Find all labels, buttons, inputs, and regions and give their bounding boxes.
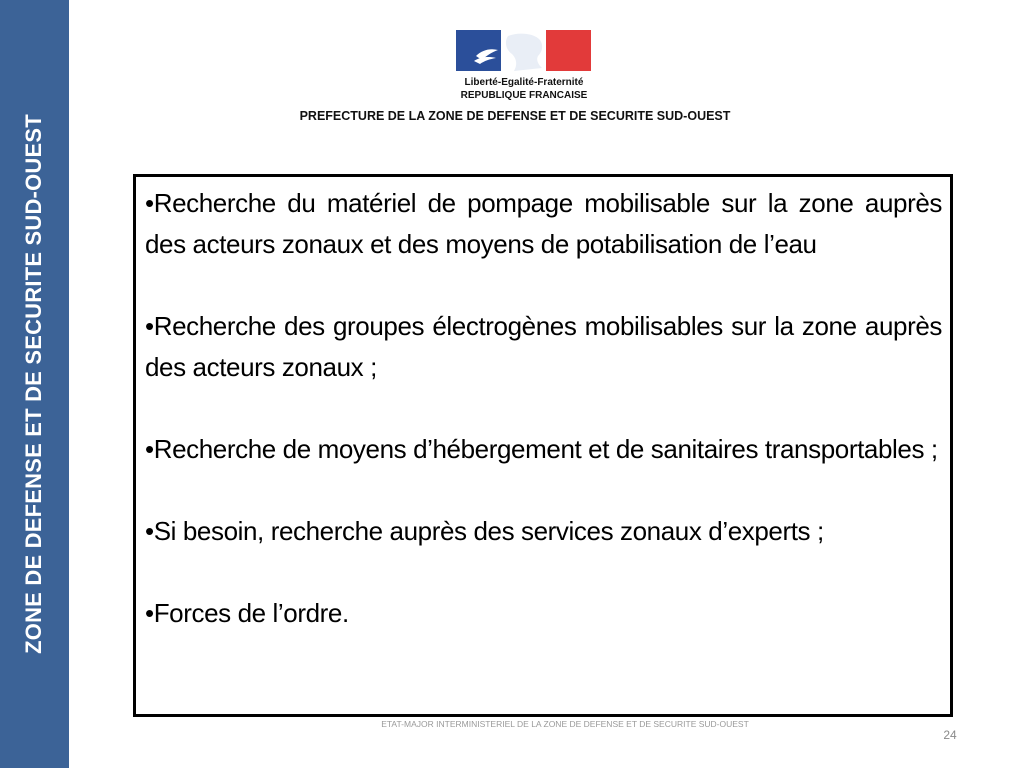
motto-text: Liberté-Egalité-Fraternité [464,77,584,88]
content-box [133,174,953,717]
side-title: ZONE DE DEFENSE ET DE SECURITE SUD-OUEST [21,114,46,654]
page-number: 24 [943,728,957,742]
bullet-item: •Recherche du matériel de pompage mobilisable sur la zone auprès des acteurs zonaux et des moyens de potabilisation de l’eau [145,188,942,259]
bullet-item: •Forces de l’ordre. [145,598,349,628]
republic-text: REPUBLIQUE FRANCAISE [460,90,588,101]
marianne-logo-icon [456,30,591,71]
bullet-item: •Recherche de moyens d’hébergement et de sanitaires transportables ; [145,434,938,464]
side-band [0,0,69,768]
prefecture-title: PREFECTURE DE LA ZONE DE DEFENSE ET DE SECURITE SUD-OUEST [299,109,731,123]
footer-text: ETAT-MAJOR INTERMINISTERIEL DE LA ZONE DE DEFENSE ET DE SECURITE SUD-OUEST [381,719,749,729]
bullet-item: •Recherche des groupes électrogènes mobilisables sur la zone auprès des acteurs zonaux ; [145,311,942,382]
republic-motto [424,76,624,102]
bullet-item: •Si besoin, recherche auprès des services zonaux d’experts ; [145,516,824,546]
